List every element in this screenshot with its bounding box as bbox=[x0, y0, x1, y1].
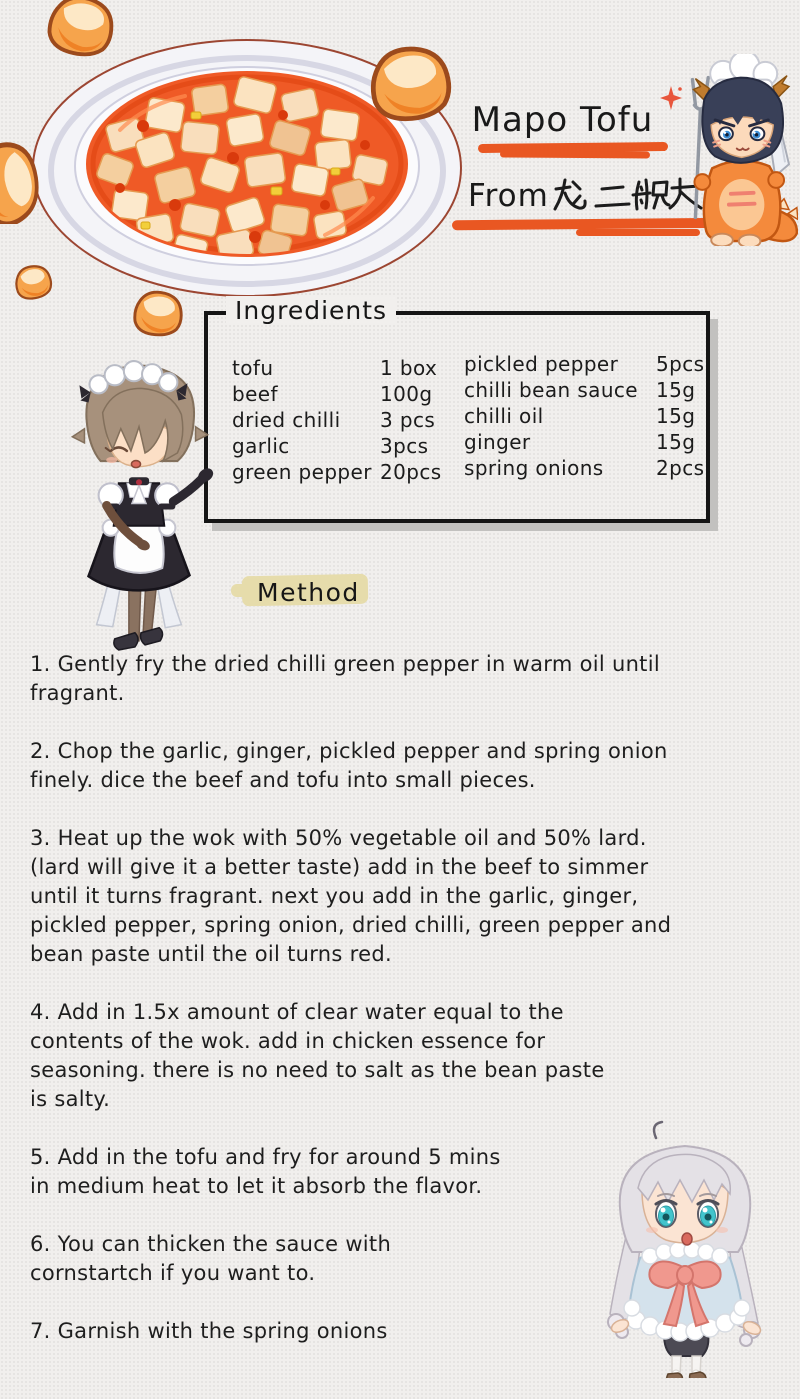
ingredient-name: beef bbox=[232, 382, 278, 406]
method-heading: Method bbox=[257, 578, 360, 607]
from-prefix: From bbox=[468, 178, 549, 214]
ingredient-name: spring onions bbox=[464, 456, 604, 480]
ingredient-amount: 15g bbox=[656, 378, 696, 402]
method-step: 2. Chop the garlic, ginger, pickled pepper and spring onion finely. dice the beef and tofu into small pieces. bbox=[30, 739, 668, 792]
ingredient-row bbox=[464, 455, 704, 481]
ingredient-row bbox=[464, 403, 704, 429]
ingredient-row bbox=[232, 459, 442, 485]
method-step: 7. Garnish with the spring onions bbox=[30, 1319, 388, 1343]
ingredient-name: chilli oil bbox=[464, 404, 544, 428]
tofu-cube-illustration bbox=[0, 140, 46, 224]
ingredient-name: garlic bbox=[232, 434, 290, 458]
glyph-er bbox=[596, 187, 629, 206]
ingredient-amount: 15g bbox=[656, 430, 696, 454]
page-title: Mapo Tofu bbox=[471, 100, 654, 140]
ingredient-row bbox=[232, 433, 442, 459]
ingredient-amount: 1 box bbox=[380, 356, 438, 380]
ingredient-row bbox=[232, 355, 442, 381]
dragon-chef-illustration bbox=[650, 54, 798, 246]
maid-character-illustration bbox=[48, 354, 230, 657]
method-step: 6. You can thicken the sauce with cornstartch if you want to. bbox=[30, 1232, 392, 1285]
ingredients-column-2 bbox=[464, 351, 704, 481]
tofu-cube-illustration bbox=[364, 42, 456, 122]
tofu-cube-illustration bbox=[12, 263, 54, 300]
method-step: 3. Heat up the wok with 50% vegetable oil and 50% lard. (lard will give it a better taste) add in the beef to simmer until it turns fragrant. next you add in the garlic, ginger, pickled pepper, spring onion, dried chilli, green pepper and bean paste until the oil turns red. bbox=[30, 826, 672, 966]
glyph-long bbox=[555, 180, 585, 209]
ingredient-name: pickled pepper bbox=[464, 352, 619, 376]
ingredients-box bbox=[204, 296, 710, 523]
ingredient-row bbox=[464, 377, 704, 403]
ingredient-amount: 15g bbox=[656, 404, 696, 428]
ingredient-name: chilli bean sauce bbox=[464, 378, 638, 402]
ingredient-name: green pepper bbox=[232, 460, 372, 484]
ingredient-row bbox=[232, 381, 442, 407]
winter-girl-illustration bbox=[580, 1118, 790, 1378]
method-step: 1. Gently fry the dried chilli green pepper in warm oil until fragrant. bbox=[30, 652, 660, 705]
ingredient-amount: 2pcs bbox=[656, 456, 705, 480]
ingredients-box-title: Ingredients bbox=[226, 296, 396, 325]
method-step: 4. Add in 1.5x amount of clear water equal to the contents of the wok. add in chicken essence for seasoning. there is no need to salt as the bean paste is salty. bbox=[30, 1000, 605, 1111]
ingredient-name: ginger bbox=[464, 430, 531, 454]
title-highlight bbox=[500, 150, 650, 158]
ingredient-name: dried chilli bbox=[232, 408, 341, 432]
method-highlight bbox=[231, 584, 249, 597]
ingredient-row bbox=[232, 407, 442, 433]
ingredients-column-1 bbox=[232, 355, 442, 485]
ingredient-row bbox=[464, 351, 704, 377]
ingredient-amount: 20pcs bbox=[380, 460, 442, 484]
ingredient-amount: 3 pcs bbox=[380, 408, 436, 432]
ingredient-row bbox=[464, 429, 704, 455]
tofu-cube-illustration bbox=[130, 288, 186, 337]
ingredient-amount: 5pcs bbox=[656, 352, 705, 376]
ingredient-name: tofu bbox=[232, 356, 274, 380]
ingredient-amount: 100g bbox=[380, 382, 433, 406]
ingredient-amount: 3pcs bbox=[380, 434, 429, 458]
method-step: 5. Add in the tofu and fry for around 5 mins in medium heat to let it absorb the flavor. bbox=[30, 1145, 501, 1198]
tofu-cube-illustration bbox=[44, 0, 118, 57]
